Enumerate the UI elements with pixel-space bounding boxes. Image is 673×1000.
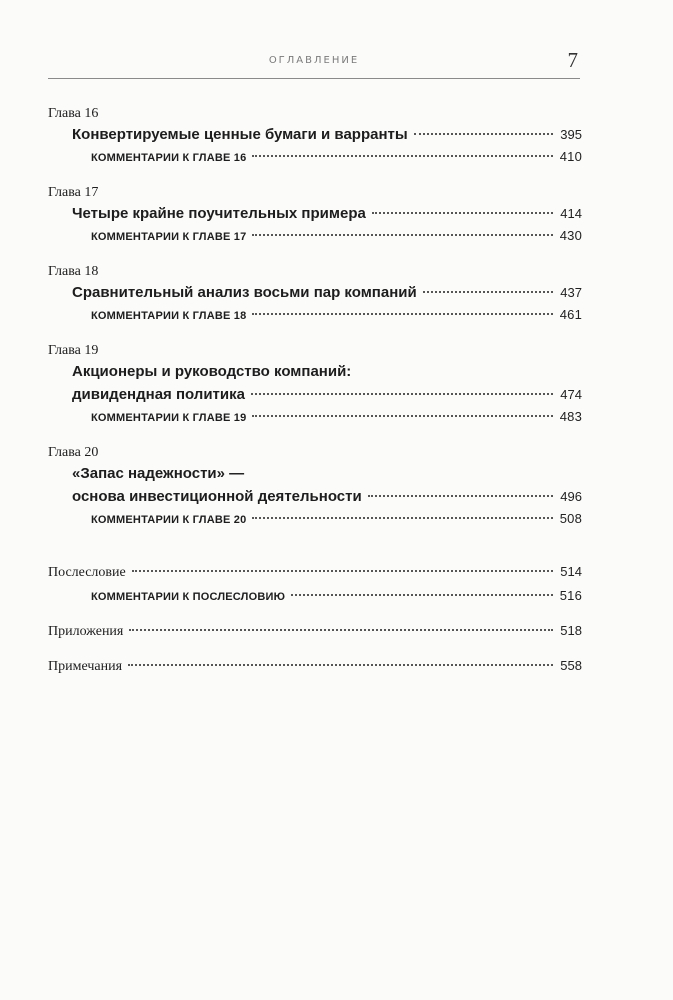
comments-label: КОММЕНТАРИИ К ГЛАВЕ 19 <box>91 412 247 424</box>
comments-label: КОММЕНТАРИИ К ГЛАВЕ 16 <box>91 152 247 164</box>
dot-leader <box>368 495 554 497</box>
page-number: 7 <box>567 48 578 72</box>
toc-entry-chapter-comments[interactable] <box>48 304 582 327</box>
chapter-page: 395 <box>560 127 582 142</box>
dot-leader <box>252 155 552 157</box>
running-header <box>48 50 580 79</box>
dot-leader <box>252 517 552 519</box>
comments-label: КОММЕНТАРИИ К ГЛАВЕ 18 <box>91 310 247 322</box>
toc-entry-chapter-comments[interactable] <box>48 146 582 169</box>
entry-label: Приложения <box>48 624 124 639</box>
chapter-title: основа инвестиционной деятельности <box>72 488 362 505</box>
dot-leader <box>128 664 553 666</box>
chapter-label: Глава 17 <box>48 185 99 200</box>
chapter-title: Четыре крайне поучительных примера <box>72 205 366 222</box>
chapter-title-line: «Запас надежности» — <box>72 465 245 482</box>
toc-entry-notes[interactable] <box>48 655 582 678</box>
dot-leader <box>252 234 552 236</box>
dot-leader <box>414 133 554 135</box>
chapter-title: Конвертируемые ценные бумаги и варранты <box>72 126 408 143</box>
chapter-title-line: Акционеры и руководство компаний: <box>72 363 352 380</box>
chapter-page: 474 <box>560 387 582 402</box>
chapter-page: 414 <box>560 206 582 221</box>
entry-label: Послесловие <box>48 565 126 580</box>
comments-label: КОММЕНТАРИИ К ГЛАВЕ 20 <box>91 514 247 526</box>
entry-page: 558 <box>560 658 582 673</box>
entry-label: КОММЕНТАРИИ К ПОСЛЕСЛОВИЮ <box>91 591 286 603</box>
toc-entry-afterword-comments[interactable] <box>48 585 582 608</box>
chapter-entry <box>48 341 582 429</box>
chapter-page: 496 <box>560 489 582 504</box>
entry-page: 514 <box>560 564 582 579</box>
comments-page: 410 <box>559 149 582 164</box>
chapter-entry <box>48 443 582 531</box>
toc-entry-chapter-comments[interactable] <box>48 406 582 429</box>
toc-entry-chapter-title[interactable] <box>48 202 582 225</box>
chapter-entry <box>48 104 582 169</box>
chapter-entry <box>48 183 582 248</box>
dot-leader <box>252 415 552 417</box>
dot-leader <box>129 629 553 631</box>
chapter-label: Глава 20 <box>48 445 99 460</box>
comments-page: 508 <box>559 511 582 526</box>
dot-leader <box>251 393 553 395</box>
dot-leader <box>132 570 554 572</box>
dot-leader <box>372 212 553 214</box>
dot-leader <box>252 313 552 315</box>
table-of-contents <box>48 104 582 690</box>
toc-entry-chapter-title[interactable] <box>48 123 582 146</box>
toc-entry-afterword[interactable] <box>48 561 582 584</box>
entry-label: Примечания <box>48 659 123 674</box>
dot-leader <box>423 291 554 293</box>
chapter-label: Глава 16 <box>48 106 99 121</box>
entry-page: 518 <box>560 623 582 638</box>
comments-page: 483 <box>559 409 582 424</box>
toc-entry-chapter-comments[interactable] <box>48 225 582 248</box>
running-title: ОГЛАВЛЕНИЕ <box>268 55 360 66</box>
toc-entry-chapter-comments[interactable] <box>48 508 582 531</box>
dot-leader <box>291 594 553 596</box>
chapter-page: 437 <box>560 285 582 300</box>
chapter-list <box>48 104 582 531</box>
comments-label: КОММЕНТАРИИ К ГЛАВЕ 17 <box>91 231 247 243</box>
toc-entry-appendices[interactable] <box>48 620 582 643</box>
back-matter <box>48 561 582 678</box>
comments-page: 430 <box>559 228 582 243</box>
chapter-title: Сравнительный анализ восьми пар компаний <box>72 284 417 301</box>
toc-entry-chapter-title[interactable] <box>48 383 582 406</box>
comments-page: 461 <box>559 307 582 322</box>
chapter-title: дивидендная политика <box>72 386 245 403</box>
toc-entry-chapter-title[interactable] <box>48 281 582 304</box>
chapter-label: Глава 19 <box>48 343 99 358</box>
chapter-label: Глава 18 <box>48 264 99 279</box>
chapter-entry <box>48 262 582 327</box>
entry-page: 516 <box>559 588 582 603</box>
toc-entry-chapter-title[interactable] <box>48 485 582 508</box>
